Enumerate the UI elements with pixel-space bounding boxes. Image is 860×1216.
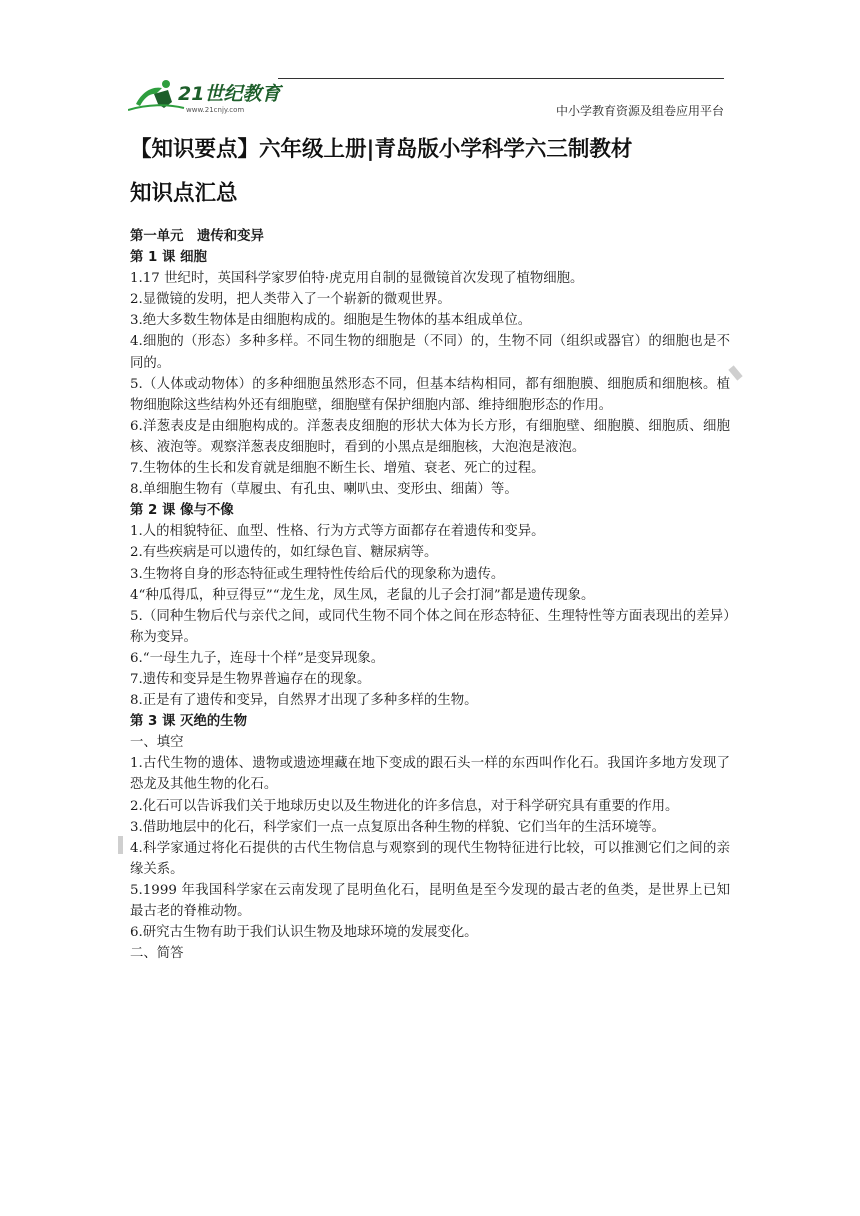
lesson-3-section-fill: 一、填空 [130, 735, 184, 751]
scan-mark-left [118, 836, 123, 854]
lesson-2-item-1: 1.人的相貌特征、血型、性格、行为方式等方面都存在着遗传和变异。 [130, 524, 545, 540]
lesson-2-item-5: 5.（同种生物后代与亲代之间，或同代生物不同个体之间在形态特征、生理特性等方面表现出的差异）称为变异。 [130, 608, 730, 645]
lesson-2-item-2: 2.有些疾病是可以遗传的，如红绿色盲、糖尿病等。 [130, 545, 438, 561]
page-header [128, 74, 724, 124]
unit-title: 第一单元 遗传和变异 [130, 229, 264, 244]
lesson-1-item-4: 4.细胞的（形态）多种多样。不同生物的细胞是（不同）的，生物不同（组织或器官）的细胞也是不同的。 [130, 334, 730, 371]
logo [128, 74, 288, 116]
lesson-2-title: 第 2 课 像与不像 [130, 503, 234, 519]
header-rule [278, 78, 724, 79]
lesson-1-item-7: 7.生物体的生长和发育就是细胞不断生长、增殖、衰老、死亡的过程。 [130, 461, 545, 477]
lesson-2-item-7: 7.遗传和变异是生物界普遍存在的现象。 [130, 671, 371, 687]
lesson-1-item-8: 8.单细胞生物有（草履虫、有孔虫、喇叭虫、变形虫、细菌）等。 [130, 482, 518, 498]
lesson-1-item-3: 3.绝大多数生物体是由细胞构成的。细胞是生物体的基本组成单位。 [130, 313, 532, 329]
lesson-2-item-4: 4“种瓜得瓜，种豆得豆”“龙生龙，凤生凤，老鼠的儿子会打洞”都是遗传现象。 [130, 587, 595, 603]
lesson-3-section-answer: 二、简答 [130, 946, 184, 962]
svg-text:21世纪教育: 21世纪教育 [178, 83, 281, 105]
platform-name: 中小学教育资源及组卷应用平台 [555, 104, 724, 118]
lesson-3-item-5: 5.1999 年我国科学家在云南发现了昆明鱼化石，昆明鱼是至今发现的最古老的鱼类，是世界上已知最古老的脊椎动物。 [130, 882, 730, 919]
lesson-3-item-2: 2.化石可以告诉我们关于地球历史以及生物进化的许多信息，对于科学研究具有重要的作用。 [130, 798, 679, 814]
lesson-1-item-2: 2.显微镜的发明，把人类带入了一个崭新的微观世界。 [130, 292, 451, 308]
title-line-2: 知识点汇总 [130, 181, 238, 206]
lesson-3-item-3: 3.借助地层中的化石，科学家们一点一点复原出各种生物的样貌、它们当年的生活环境等。 [130, 819, 666, 835]
document-title [130, 128, 730, 216]
lesson-3-item-1: 1.古代生物的遗体、遗物或遗迹埋藏在地下变成的跟石头一样的东西叫作化石。我国许多地方发现了恐龙及其他生物的化石。 [130, 756, 730, 793]
lesson-1-item-6: 6.洋葱表皮是由细胞构成的。洋葱表皮细胞的形状大体为长方形，有细胞壁、细胞膜、细胞质、细胞核、液泡等。观察洋葱表皮细胞时，看到的小黑点是细胞核，大泡泡是液泡。 [130, 418, 730, 455]
title-line-1: 【知识要点】六年级上册|青岛版小学科学六三制教材 [130, 137, 633, 162]
lesson-1-item-5: 5.（人体或动物体）的多种细胞虽然形态不同，但基本结构相同，都有细胞膜、细胞质和细胞核。植物细胞除这些结构外还有细胞壁，细胞壁有保护细胞内部、维持细胞形态的作用。 [130, 376, 730, 413]
lesson-2-item-3: 3.生物将自身的形态特征或生理特性传给后代的现象称为遗传。 [130, 566, 505, 582]
lesson-2-item-8: 8.正是有了遗传和变异，自然界才出现了多种多样的生物。 [130, 693, 478, 709]
lesson-3-title: 第 3 课 灭绝的生物 [130, 714, 248, 730]
lesson-1-title: 第 1 课 细胞 [130, 250, 207, 266]
lesson-3-item-4: 4.科学家通过将化石提供的古代生物信息与观察到的现代生物特征进行比较，可以推测它们之间的亲缘关系。 [130, 840, 730, 877]
scan-mark-right [728, 365, 742, 380]
lesson-1-item-1: 1.17 世纪时，英国科学家罗伯特·虎克用自制的显微镜首次发现了植物细胞。 [130, 271, 584, 287]
lesson-3-item-6: 6.研究古生物有助于我们认识生物及地球环境的发展变化。 [130, 925, 478, 941]
document-body [130, 226, 730, 964]
svg-text:www.21cnjy.com: www.21cnjy.com [186, 106, 245, 114]
lesson-2-item-6: 6.“一母生九子，连母十个样”是变异现象。 [130, 650, 385, 666]
